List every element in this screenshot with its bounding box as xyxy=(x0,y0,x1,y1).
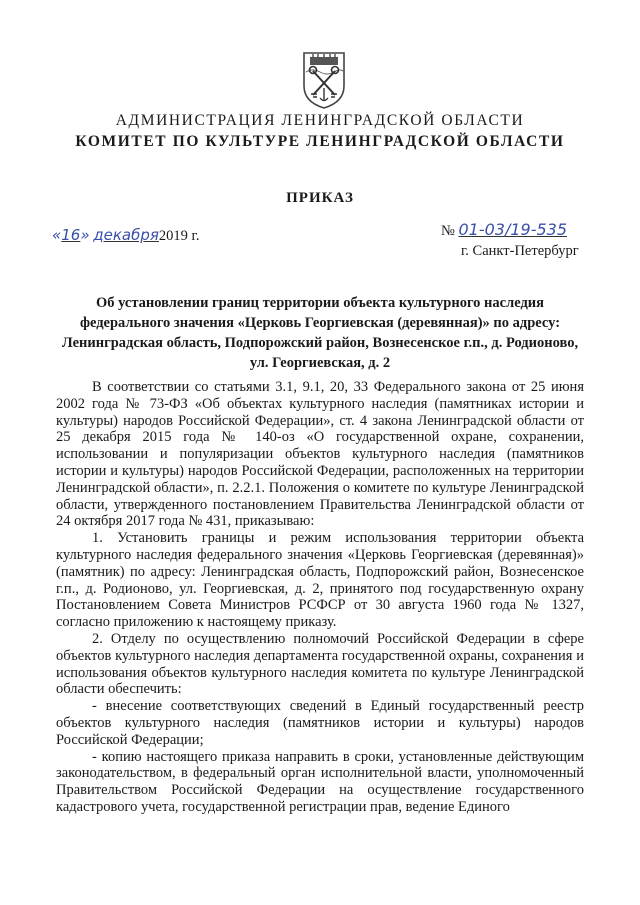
coat-of-arms-emblem xyxy=(301,50,347,110)
order-body xyxy=(56,379,584,816)
paragraph-item-1: 1. Установить границы и режим использования территории объекта культурного наследия федерального значения «Церковь Георгиевская (деревянная)» (памятник) по адресу: Ленинградская область, Подпорожский район, Вознесенское г.п., д. Родионово, ул. Георгиевская, д. 2, принятого под государственную охрану Постановлением Совета Министров РСФСР от 30 августа 1960 года № 1327, согласно приложению к настоящему приказу. xyxy=(56,530,584,631)
order-date xyxy=(52,226,199,245)
order-title: Об установлении границ территории объекта культурного наследия федерального значения «Церковь Георгиевская (деревянная)» по адресу: Ленинградская область, Подпорожский район, Вознесенское г.п., д. Родионово, ул. Георгиевская, д. 2 xyxy=(61,295,579,371)
date-open-quote: « xyxy=(52,226,62,244)
order-number xyxy=(441,220,567,240)
number-value: 01-03/19-535 xyxy=(458,220,568,239)
administration-header: АДМИНИСТРАЦИЯ ЛЕНИНГРАДСКОЙ ОБЛАСТИ xyxy=(115,112,525,129)
paragraph-preamble: В соответствии со статьями 3.1, 9.1, 20, 33 Федерального закона от 25 июня 2002 года № 73-ФЗ «Об объектах культурного наследия (памятниках истории и культуры) народов Российской Федерации», ст. 4 закона Ленинградской области от 25 декабря 2015 года № 140-оз «О государственной охране, сохранении, использовании и популяризации объектов культурного наследия (памятников истории и культуры) народов Российской Федерации, расположенных на территории Ленинградской области», п. 2.2.1. Положения о комитете по культуре Ленинградской области, утвержденного постановлением Правительства Ленинградской области от 24 октября 2017 года № 431, приказываю: xyxy=(56,379,584,530)
paragraph-item-2: 2. Отделу по осуществлению полномочий Российской Федерации в сфере объектов культурного наследия департамента государственной охраны, сохранения и использования объектов культурного наследия комитета по культуре Ленинградской области обеспечить: xyxy=(56,630,584,698)
date-year: 2019 г. xyxy=(158,228,200,244)
paragraph-bullet-1: - внесение соответствующих сведений в Единый государственный реестр объектов культурного наследия (памятников истории и культуры) народов Российской Федерации; xyxy=(56,698,584,748)
number-prefix: № xyxy=(441,223,455,239)
city-label: г. Санкт-Петербург xyxy=(461,243,579,259)
document-type-title: ПРИКАЗ xyxy=(286,190,354,206)
date-month: декабря xyxy=(93,226,159,244)
date-day: 16 xyxy=(61,226,81,244)
paragraph-bullet-2: - копию настоящего приказа направить в сроки, установленные действующим законодательством, в федеральный орган исполнительной власти, уполномоченный Правительством Российской Федерации на осуществление государственного кадастрового учета, государственной регистрации прав, ведение Единого xyxy=(56,748,584,815)
date-close-quote: » xyxy=(80,226,90,244)
committee-header: КОМИТЕТ ПО КУЛЬТУРЕ ЛЕНИНГРАДСКОЙ ОБЛАСТИ xyxy=(75,133,565,150)
